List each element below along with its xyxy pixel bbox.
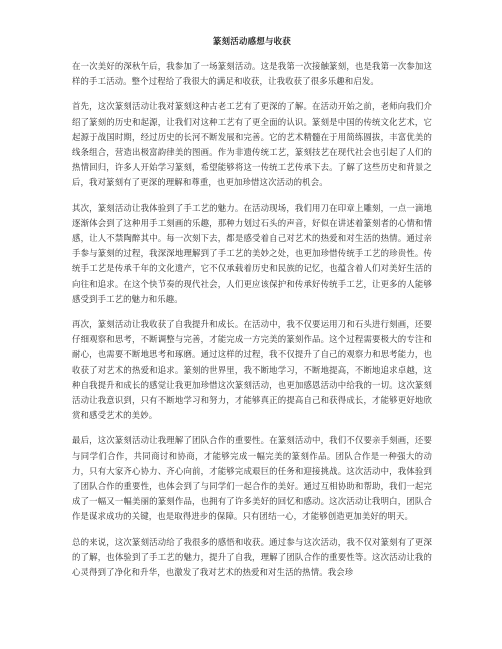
paragraph-summary: 总的来说，这次篆刻活动给了我很多的感悟和收获。通过参与这次活动，我不仅对篆刻有了更深的了解，也体验到了手工艺的魅力，提升了自我，理解了团队合作的重要性等。这次活动让我的心灵得到了净化和升华，也激发了我对艺术的热爱和对生活的热情。我会珍 [72, 536, 432, 578]
paragraph-history: 首先，这次篆刻活动让我对篆刻这种古老工艺有了更深的了解。在活动开始之前，老师向我们介绍了篆刻的历史和起源，让我们对这种工艺有了更全面的认识。篆刻是中国的传统文化艺术，它起源于战国时期，经过历史的长河不断发展和完善。它的艺术精髓在于用简练圆拔，丰富优美的线条组合，营造出极富韵律美的图画。作为非遗传统工艺，篆刻技艺在现代社会也引起了人们的热情回归，许多人开始学习篆刻，希望能够将这一传统工艺传承下去。了解了这些历史和背景之后，我对篆刻有了更深的理解和尊重，也更加珍惜这次活动的机会。 [72, 101, 432, 188]
paragraph-craft: 其次，篆刻活动让我体验到了手工艺的魅力。在活动现场，我们用刀在印章上雕刻，一点一滴地逐渐体会到了这种用手工刻画的乐趣，那种力划过石头的声音，好似在讲述着篆刻者的心情和情感，让人不禁陶醉其中。每一次刻下去，都是感受着自己对艺术的热爱和对生活的热情。通过亲手参与篆刻的过程，我深深地理解到了手工艺的美妙之处，也更加珍惜传统手工艺的珍贵性。传统手工艺是传承千年的文化遗产，它不仅承载着历史和民族的记忆，也蕴含着人们对美好生活的向往和追求。在这个快节奏的现代社会，人们更应该保护和传承好传统手工艺，让更多的人能够感受到手工艺的魅力和乐趣。 [72, 202, 432, 304]
paragraph-growth: 再次，篆刻活动让我收获了自我提升和成长。在活动中，我不仅要运用刀和石头进行刻画，还要仔细观察和思考，不断调整与完善，才能完成一方完美的篆刻作品。这个过程需要极大的专注和耐心，也需要不断地思考和琢磨。通过这样的过程，我不仅提升了自己的观察力和思考能力，也收获了对艺术的热爱和追求。篆刻的世界里，我不断地学习，不断地提高，不断地追求卓越，这种自我提升和成长的感觉让我更加珍惜这次篆刻活动，也更加感恩活动中给我的一切。这次篆刻活动让我意识到，只有不断地学习和努力，才能够真正的提高自己和获得成长，才能够更好地欣赏和感受艺术的美妙。 [72, 319, 432, 421]
paragraph-teamwork: 最后，这次篆刻活动让我理解了团队合作的重要性。在篆刻活动中，我们不仅要亲手刻画，还要与同学们合作，共同商讨和协商，才能够完成一幅完美的篆刻作品。团队合作是一种强大的动力，只有大家齐心协力、齐心向前，才能够完成艰巨的任务和迎接挑战。这次活动中，我体验到了团队合作的重要性，也体会到了与同学们一起合作的美好。通过互相协助和帮助，我们一起完成了一幅又一幅美丽的篆刻作品，也拥有了许多美好的回忆和感动。这次活动让我明白，团队合作是谋求成功的关键，也是取得进步的保障。只有团结一心，才能够创造更加美好的明天。 [72, 435, 432, 522]
paragraph-intro: 在一次美好的深秋午后，我参加了一场篆刻活动。这是我第一次接触篆刻，也是我第一次参加这样的手工活动。整个过程给了我很大的满足和收获，让我收获了很多乐趣和启发。 [72, 61, 432, 87]
document-title: 篆刻活动感想与收获 [212, 36, 292, 46]
